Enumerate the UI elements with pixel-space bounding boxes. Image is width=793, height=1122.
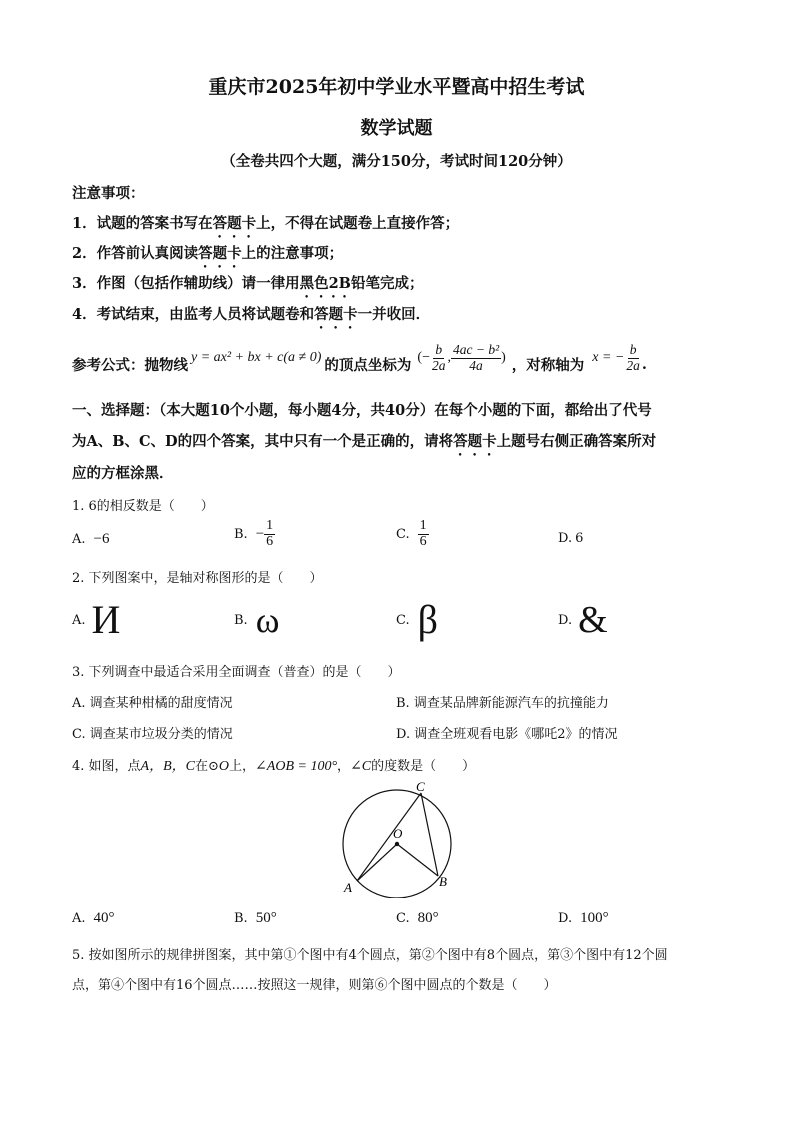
q3-option-d: D. 调查全班观看电影《哪吒2》的情况 <box>396 727 618 742</box>
q1-stem: 1. 6的相反数是（ ） <box>72 499 214 514</box>
q3-option-a: A. 调查某种柑橘的甜度情况 <box>72 696 233 711</box>
label-b: B <box>439 874 447 889</box>
circle-figure <box>330 778 470 898</box>
q1-option-d: D. 6 <box>558 531 584 546</box>
q1-option-c: C. $\frac{1}{6}$ <box>396 518 427 549</box>
notice-item-3: 3．作图（包括作辅助线）请一律用黑色2B铅笔完成； <box>72 275 424 292</box>
exam-info: （全卷共四个大题，满分150分，考试时间120分钟） <box>221 153 572 170</box>
vertex-y-fraction: $\frac{\text{4ac − b²}}{4a}$ <box>452 342 500 373</box>
glyph-omega: ω <box>255 600 280 640</box>
label-c: C <box>416 779 425 794</box>
q1-option-b: B. − $\frac{1}{6}$ <box>234 518 274 549</box>
reference-formula: 参考公式：抛物线 y = ax² + bx + c(a ≠ 0) 的顶点坐标为 (− $\frac{b}{2a}$ , $\frac{\text{4ac − b²}}{4a}$ ) ，对称轴为 x = − $\frac{b}{2a}$ . <box>72 342 647 374</box>
axis-fraction: $\frac{b}{2a}$ <box>626 342 640 373</box>
notice-item-1: 1．试题的答案书写在答题卡上，不得在试题卷上直接作答； <box>72 215 460 232</box>
section-1-line-2: 为A、B、C、D的四个答案，其中只有一个是正确的，请将答题卡上题号右侧正确答案所对 <box>72 433 657 450</box>
q3-option-c: C. 调查某市垃圾分类的情况 <box>72 727 233 742</box>
label-a: A <box>344 880 352 895</box>
q5-line-2: 点，第④个图中有16个圆点……按照这一规律，则第⑥个图中圆点的个数是（ ） <box>72 978 557 993</box>
section-1-line-1: 一、选择题：（本大题10个小题，每小题4分，共40分）在每个小题的下面，都给出了代号 <box>72 402 652 419</box>
q4-option-a: A. 40° <box>72 910 115 926</box>
center-point <box>395 842 399 846</box>
q2-option-b: B. ω <box>234 600 280 640</box>
q2-option-d: D. & <box>558 599 608 641</box>
q5-line-1: 5. 按如图所示的规律拼图案，其中第①个图中有4个圆点，第②个图中有8个圆点，第③个图中有12个圆 <box>72 948 668 963</box>
exam-title: 重庆市2025年初中学业水平暨高中招生考试 <box>208 76 585 98</box>
q2-stem: 2. 下列图案中，是轴对称图形的是（ ） <box>72 571 323 586</box>
label-o: O <box>393 826 403 841</box>
q4-option-d: D. 100° <box>558 910 609 926</box>
parabola-equation: y = ax² + bx + c(a ≠ 0) <box>191 350 322 365</box>
q3-stem: 3. 下列调查中最适合采用全面调查（普查）的是（ ） <box>72 665 401 680</box>
q4-option-b: B. 50° <box>234 910 277 926</box>
segment-oa <box>357 844 397 881</box>
exam-subject: 数学试题 <box>360 118 433 139</box>
vertex-x-fraction: $\frac{b}{2a}$ <box>431 342 446 373</box>
section-1-line-3: 应的方框涂黑． <box>72 465 174 482</box>
q1-option-a: A. −6 <box>72 531 110 547</box>
notice-item-2: 2．作答前认真阅读答题卡上的注意事项； <box>72 245 344 262</box>
glyph-ampersand: & <box>578 599 608 641</box>
glyph-beta: β <box>417 597 438 642</box>
axis-equation: x = − <box>592 350 625 365</box>
notice-heading: 注意事项： <box>72 185 145 202</box>
q2-option-c: C. β <box>396 597 438 642</box>
q3-option-b: B. 调查某品牌新能源汽车的抗撞能力 <box>396 696 609 711</box>
glyph-i-reversed: И <box>91 597 121 642</box>
q4-option-c: C. 80° <box>396 910 439 926</box>
notice-item-4: 4．考试结束，由监考人员将试题卷和答题卡一并收回． <box>72 306 431 323</box>
segment-ac <box>357 793 421 881</box>
q2-option-a: A. И <box>72 597 121 642</box>
q4-stem: 4. 如图，点A，B，C在⊙O上，∠AOB = 100°，∠C的度数是（ ） <box>72 759 476 774</box>
